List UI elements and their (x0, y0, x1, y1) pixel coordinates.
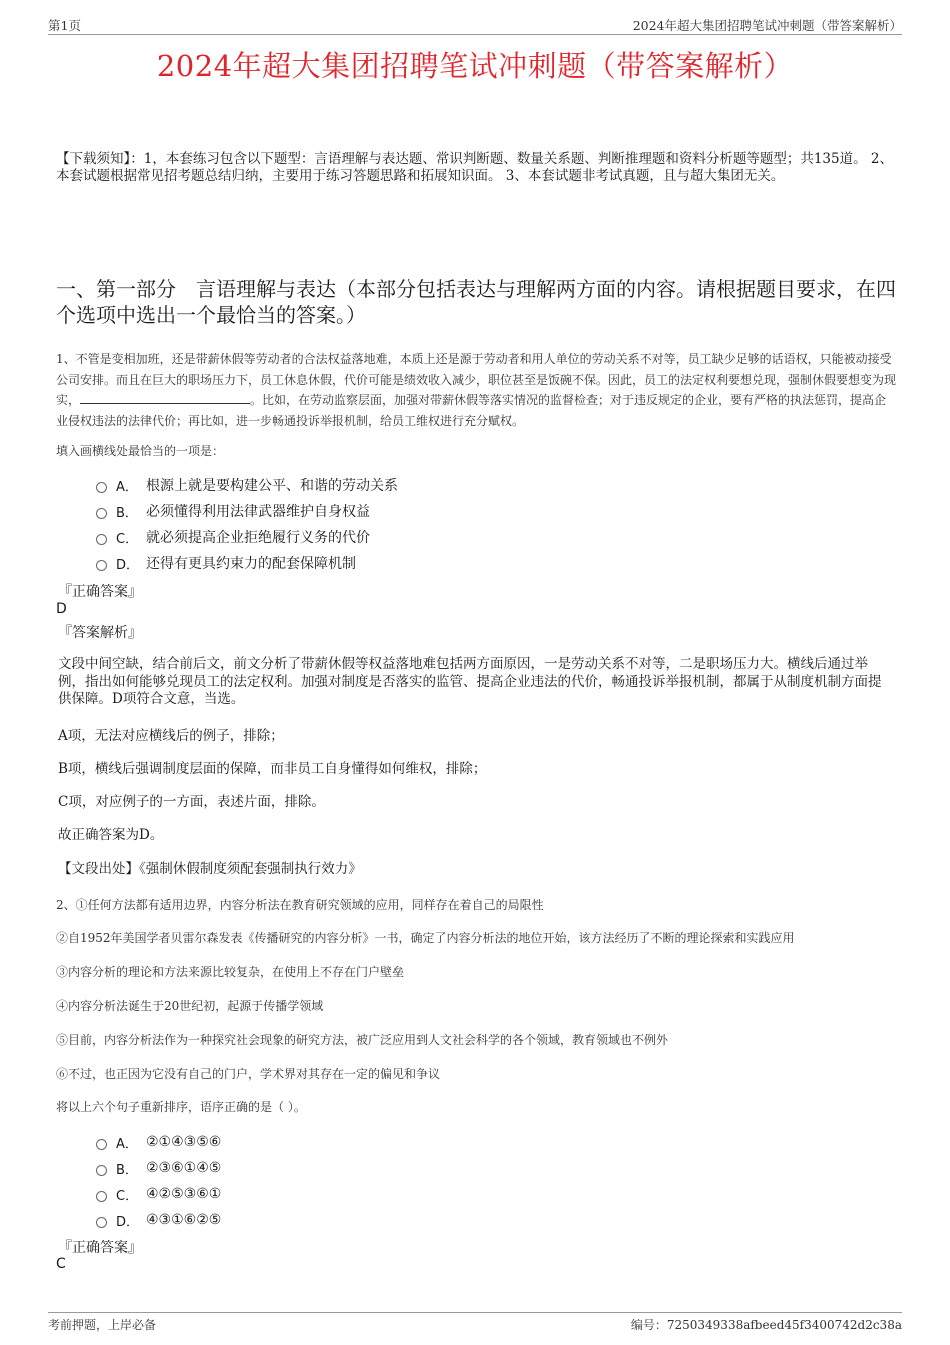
q2-sentence-4: ④内容分析法诞生于20世纪初，起源于传播学领域 (56, 999, 324, 1013)
q1-analysis-b: B项，横线后强调制度层面的保障，而非员工自身懂得如何维权，排除； (58, 761, 487, 777)
q1-analysis-label: 『答案解析』 (58, 625, 142, 641)
page-header (48, 14, 902, 35)
q1-option-b[interactable]: B． 必须懂得利用法律武器维护自身权益 (96, 498, 398, 524)
radio-icon[interactable] (96, 1191, 107, 1202)
q2-sentence-5: ⑤目前，内容分析法作为一种探究社会现象的研究方法，被广泛应用到人文社会科学的各个领域，教育领域也不例外 (56, 1033, 669, 1047)
footer-slogan: 考前押题，上岸必备 (48, 1318, 157, 1332)
q2-option-d[interactable]: D． ④③①⑥②⑤ (96, 1207, 221, 1233)
q1-stem-part-a: 1、不管是变相加班，还是带薪休假等劳动者的合法权益落地难，本质上还是源于劳动者和用人单位的劳动关系不对等，员工缺少足够的话语权，只能被动接受公司安排。而且在巨大的职场压力下，员工休息休假，代价可能是绩效收入减少，职位甚至是饭碗不保。因此，员工的法定权利要想兑现，强制休假要想变为现实， (56, 352, 897, 407)
footer-code: 编号：7250349338afbeed45f3400742d2c38a (630, 1318, 902, 1332)
radio-icon[interactable] (96, 1139, 107, 1150)
question-2-options (96, 1129, 221, 1233)
q1-analysis-conclusion: 故正确答案为D。 (58, 827, 164, 843)
radio-icon[interactable] (96, 508, 107, 519)
page-footer (48, 1312, 902, 1335)
q2-answer-label: 『正确答案』 (58, 1240, 142, 1256)
q1-option-c[interactable]: C． 就必须提高企业拒绝履行义务的代价 (96, 524, 398, 550)
page-number: 第1页 (48, 18, 81, 33)
radio-icon[interactable] (96, 1165, 107, 1176)
q1-option-a[interactable]: A． 根源上就是要构建公平、和谐的劳动关系 (96, 472, 398, 498)
q1-analysis-c: C项，对应例子的一方面，表述片面，排除。 (58, 794, 325, 810)
q1-analysis-a: A项，无法对应横线后的例子，排除； (58, 728, 284, 744)
q2-sentence-2: ②自1952年美国学者贝雷尔森发表《传播研究的内容分析》一书，确定了内容分析法的地位开始，该方法经历了不断的理论探索和实践应用 (56, 931, 795, 945)
q2-sentence-6: ⑥不过，也正因为它没有自己的门户，学术界对其存在一定的偏见和争议 (56, 1067, 441, 1081)
q1-option-d[interactable]: D． 还得有更具约束力的配套保障机制 (96, 550, 398, 576)
q2-sentence-3: ③内容分析的理论和方法来源比较复杂，在使用上不存在门户壁垒 (56, 965, 405, 979)
header-doc-title: 2024年超大集团招聘笔试冲刺题（带答案解析） (632, 18, 902, 33)
question-1-options (96, 472, 398, 576)
fill-blank (80, 391, 250, 404)
q2-option-c[interactable]: C． ④②⑤③⑥① (96, 1181, 221, 1207)
radio-icon[interactable] (96, 534, 107, 545)
q2-option-a[interactable]: A． ②①④③⑤⑥ (96, 1129, 221, 1155)
question-1-prompt: 填入画横线处最恰当的一项是： (56, 444, 225, 458)
q2-answer: C (56, 1256, 66, 1272)
q1-source: 【文段出处】《强制休假制度须配套强制执行效力》 (58, 861, 362, 877)
q1-answer-label: 『正确答案』 (58, 584, 142, 600)
section-heading: 一、第一部分 言语理解与表达（本部分包括表达与理解两方面的内容。请根据题目要求，在四个选项中选出一个最恰当的答案。） (56, 277, 896, 327)
download-notice: 【下载须知】：1，本套练习包含以下题型：言语理解与表达题、常识判断题、数量关系题、判断推理题和资料分析题等题型；共135道。 2、本套试题根据常见招考题总结归纳，主要用于练习答题思路和拓展知识面。 3、本套试题非考试真题，且与超大集团无关。 (56, 151, 893, 184)
radio-icon[interactable] (96, 1217, 107, 1228)
q2-option-b[interactable]: B． ②③⑥①④⑤ (96, 1155, 221, 1181)
q2-prompt: 将以上六个句子重新排序，语序正确的是（ ）。 (56, 1100, 306, 1114)
radio-icon[interactable] (96, 482, 107, 493)
q1-stem-part-b: 。比如，在劳动监察层面，加强对带薪休假等落实情况的监督检查；对于违反规定的企业，要有严格的执法惩罚，提高企业侵权违法的法律代价；再比如，进一步畅通投诉举报机制，给员工维权进行充分赋权。 (56, 393, 887, 428)
question-1-stem (56, 349, 896, 431)
q2-sentence-1: 2、①任何方法都有适用边界，内容分析法在教育研究领域的应用，同样存在着自己的局限性 (56, 898, 544, 912)
q1-answer: D (56, 601, 67, 617)
page-title: 2024年超大集团招聘笔试冲刺题（带答案解析） (156, 49, 794, 83)
radio-icon[interactable] (96, 560, 107, 571)
q1-analysis-main: 文段中间空缺，结合前后文，前文分析了带薪休假等权益落地难包括两方面原因，一是劳动关系不对等，二是职场压力大。横线后通过举例，指出如何能够兑现员工的法定权利。加强对制度是否落实的监管、提高企业违法的代价，畅通投诉举报机制，都属于从制度机制方面提供保障。D项符合文意，当选。 (58, 656, 882, 707)
